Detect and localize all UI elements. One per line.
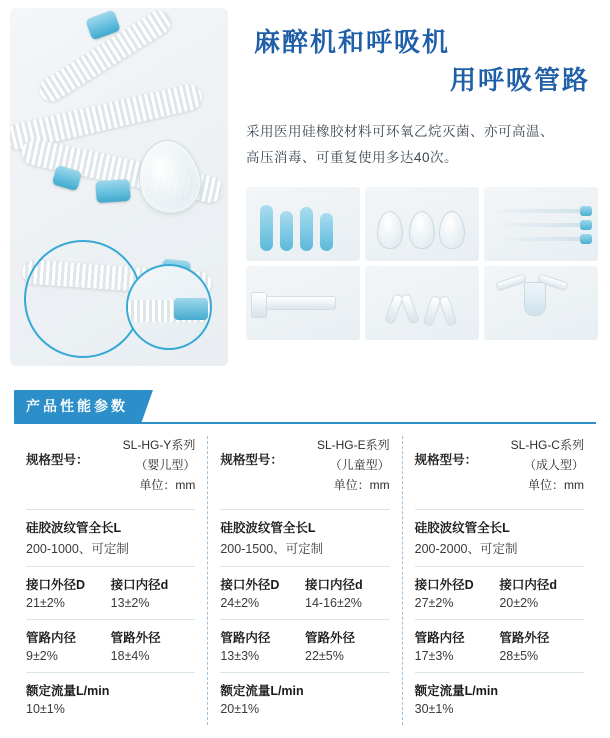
title-line-1: 麻醉机和呼吸机 — [254, 27, 451, 57]
field-rated-flow — [220, 681, 389, 716]
straight-connector-icon — [260, 296, 336, 310]
field-value: 24±2% — [220, 596, 260, 611]
catheter-icon — [492, 237, 590, 241]
field-tube-length — [220, 518, 389, 557]
field-tube-length — [415, 518, 584, 557]
thumbnail-anesthesia-masks — [365, 187, 479, 261]
field-value: 200-1000、可定制 — [26, 542, 129, 557]
field-title: 管路内径 — [220, 631, 271, 646]
spec-columns — [14, 436, 596, 725]
divider — [415, 509, 584, 510]
mask-icon — [409, 211, 435, 249]
catheter-icon — [492, 209, 590, 213]
zoom-connector-icon — [174, 298, 208, 320]
model-row — [220, 436, 389, 495]
field-value: 20±2% — [499, 596, 539, 611]
divider — [26, 619, 195, 620]
model-label: 规格型号： — [26, 453, 89, 467]
spec-section-header: 产品性能参数 — [14, 390, 142, 422]
mask-icon — [377, 211, 403, 249]
field-title: 接口内径d — [305, 578, 363, 593]
field-value: 21±2% — [26, 596, 65, 611]
model-values — [289, 436, 390, 495]
breathing-bag-icon — [260, 205, 273, 251]
field-title: 管路内径 — [414, 631, 465, 646]
anesthesia-mask-icon — [130, 134, 208, 221]
field-value: 20±1% — [220, 702, 260, 717]
field-title: 额定流量L/min — [220, 684, 304, 699]
model-type: （儿童型） — [329, 457, 390, 472]
model-series: SL-HG-Y系列 — [122, 438, 196, 452]
blue-connector-icon — [95, 179, 130, 203]
water-trap-icon — [524, 282, 546, 316]
model-series: SL-HG-C系列 — [510, 438, 584, 452]
hero-text-column — [228, 8, 600, 380]
divider — [220, 672, 389, 673]
field-value: 13±3% — [220, 649, 260, 664]
title-line-2: 用呼吸管路 — [449, 64, 590, 95]
field-connector-diameters — [415, 575, 584, 610]
field-value: 14-16±2% — [305, 596, 362, 611]
model-row — [415, 436, 584, 495]
spec-header-divider — [14, 422, 596, 424]
model-unit: 单位：mm — [333, 477, 390, 492]
divider — [415, 619, 584, 620]
y-piece-icon — [400, 293, 420, 325]
field-tube-diameters — [415, 628, 584, 663]
thumbnail-grid — [246, 187, 600, 340]
model-unit: 单位：mm — [139, 477, 196, 492]
model-values — [95, 436, 196, 495]
field-title: 硅胶波纹管全长L — [220, 521, 316, 536]
y-piece-icon — [439, 295, 458, 327]
thumbnail-straight-connector — [246, 266, 360, 340]
field-connector-diameters — [220, 575, 389, 610]
breathing-bag-icon — [320, 213, 333, 251]
trap-arm-icon — [495, 273, 526, 291]
divider — [220, 509, 389, 510]
field-title: 接口外径D — [414, 578, 474, 593]
field-connector-diameters — [26, 575, 195, 610]
field-title: 硅胶波纹管全长L — [26, 521, 122, 536]
spec-column-infant — [14, 436, 207, 725]
field-title: 管路内径 — [26, 631, 77, 646]
model-series: SL-HG-E系列 — [316, 438, 390, 452]
description-line-2: 高压消毒、可重复使用多达40次。 — [246, 150, 459, 166]
model-type: （成人型） — [523, 457, 584, 472]
product-hero-image — [10, 8, 228, 366]
divider — [26, 672, 195, 673]
field-value: 200-1500、可定制 — [220, 542, 324, 557]
thumbnail-water-trap — [484, 266, 598, 340]
zoom-detail-circle — [126, 264, 212, 350]
field-title: 管路外径 — [110, 631, 161, 646]
field-title: 接口内径d — [499, 578, 557, 593]
page-title — [246, 24, 600, 99]
field-title: 额定流量L/min — [414, 684, 498, 699]
field-tube-length — [26, 518, 195, 557]
breathing-bag-icon — [280, 211, 293, 251]
field-tube-diameters — [26, 628, 195, 663]
field-rated-flow — [26, 681, 195, 716]
field-value: 10±1% — [26, 702, 65, 717]
model-values — [483, 436, 584, 495]
zoom-highlight-ring — [24, 240, 142, 358]
model-row — [26, 436, 195, 495]
field-value: 28±5% — [499, 649, 539, 664]
divider — [26, 509, 195, 510]
divider — [220, 566, 389, 567]
specification-section — [0, 380, 610, 725]
field-title: 额定流量L/min — [26, 684, 110, 699]
breathing-bag-icon — [300, 207, 313, 251]
field-title: 接口外径D — [26, 578, 86, 593]
field-value: 9±2% — [26, 649, 58, 664]
field-tube-diameters — [220, 628, 389, 663]
field-value: 18±4% — [110, 649, 150, 664]
field-value: 17±3% — [414, 649, 454, 664]
model-type: （婴儿型） — [135, 457, 196, 472]
field-title: 管路外径 — [305, 631, 356, 646]
description-line-1: 采用医用硅橡胶材料可环氧乙烷灭菌、亦可高温、 — [246, 124, 554, 140]
thumbnail-breathing-bags — [246, 187, 360, 261]
thumbnail-y-pieces — [365, 266, 479, 340]
model-label: 规格型号： — [414, 453, 478, 467]
field-title: 接口内径d — [110, 578, 169, 593]
divider — [26, 566, 195, 567]
field-value: 27±2% — [414, 596, 454, 611]
field-value: 200-2000、可定制 — [414, 542, 518, 557]
model-label: 规格型号： — [220, 453, 283, 467]
spec-column-child — [207, 436, 401, 725]
spec-column-adult — [402, 436, 596, 725]
field-value: 22±5% — [305, 649, 344, 664]
field-title: 接口外径D — [220, 578, 280, 593]
field-value: 30±1% — [414, 702, 454, 717]
field-title: 管路外径 — [499, 631, 550, 646]
field-rated-flow — [415, 681, 584, 716]
mask-icon — [439, 211, 465, 249]
product-description — [246, 119, 600, 170]
model-unit: 单位：mm — [527, 477, 584, 492]
divider — [220, 619, 389, 620]
catheter-icon — [492, 223, 590, 227]
divider — [415, 566, 584, 567]
divider — [415, 672, 584, 673]
thumbnail-catheters — [484, 187, 598, 261]
field-title: 硅胶波纹管全长L — [414, 521, 510, 536]
field-value: 13±2% — [110, 596, 150, 611]
